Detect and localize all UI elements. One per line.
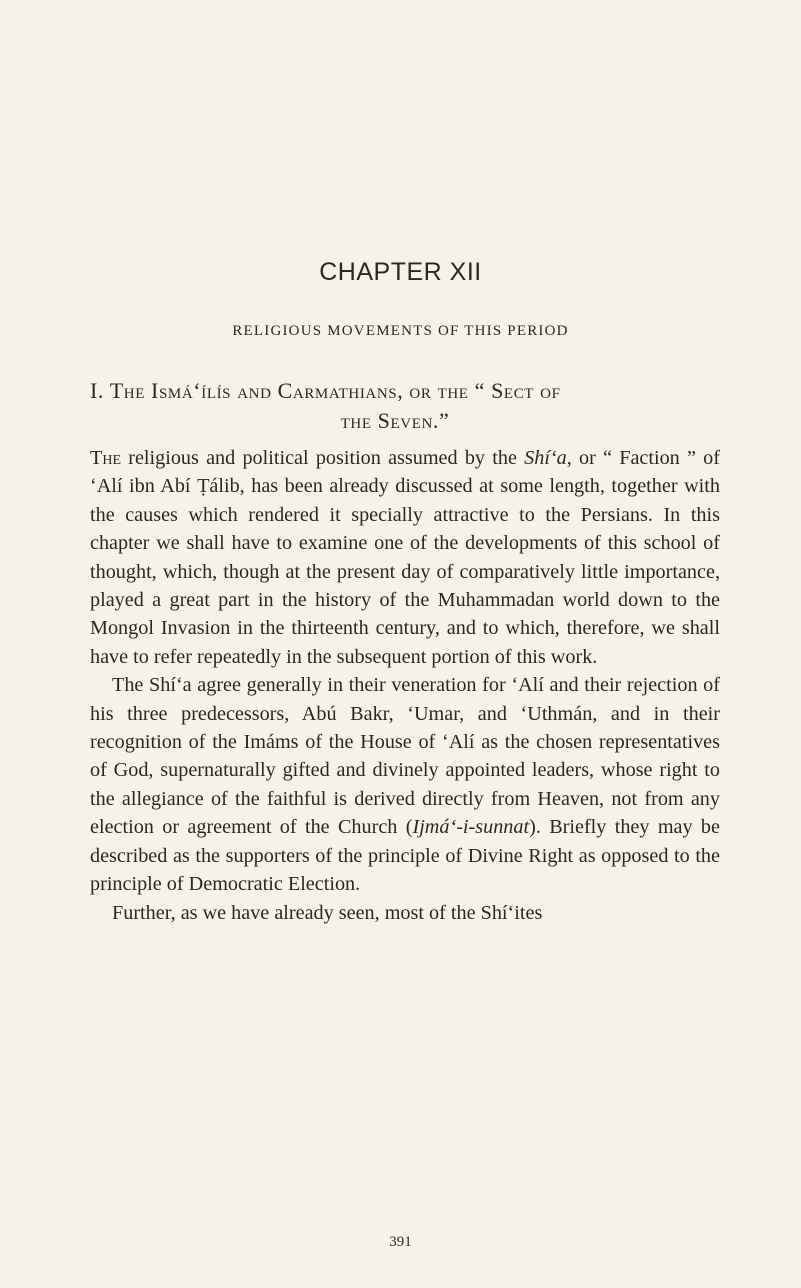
body-text <box>90 444 720 927</box>
section-heading-line-2: the Seven.” <box>340 408 450 433</box>
paragraph-2-text-a: The Shí‘a agree generally in their veneration for ‘Alí and their rejection of his three predecessors, Abú Bakr, ‘Umar, and ‘Uthmán, and in their recognition of the Imáms of the House of ‘Alí as the chosen representatives of God, supernaturally gifted and divinely appointed leaders, whose right to the allegiance of the faithful is derived directly from Heaven, not from any election or agreement of the Church ( <box>90 674 720 839</box>
paragraph-2-text-b: ). Briefly they may be described as the supporters of the principle of Divine Right as opposed to the principle of Democratic Election. <box>90 816 720 896</box>
paragraph-1-term-shia: Shí‘a <box>524 447 567 469</box>
section-heading-line-1: I. The Ismá‘ílís and Carmathians, or the “ Sect of <box>90 378 561 403</box>
section-heading <box>90 376 720 436</box>
paragraph-1-text-b: , or “ Faction ” of ‘Alí ibn Abí Ṭálib, has been already discussed at some length, together with the causes which rendered it specially attractive to the Persians. In this chapter we shall have to examine one of the developments of this school of thought, which, though at the present day of comparatively little importance, played a great part in the history of the Muhammadan world down to the Mongol Invasion in the thirteenth century, and to which, therefore, we shall have to refer repeatedly in the subsequent portion of this work. <box>90 447 720 668</box>
paragraph-1-text-a: religious and political position assumed by the <box>121 447 525 469</box>
chapter-title: CHAPTER XII <box>319 258 482 286</box>
chapter-subtitle: RELIGIOUS MOVEMENTS OF THIS PERIOD <box>232 323 569 339</box>
page-number: 391 <box>389 1234 412 1250</box>
paragraph-1 <box>90 444 720 671</box>
paragraph-2 <box>90 671 720 898</box>
paragraph-1-opening: The <box>90 447 121 469</box>
paragraph-3: Further, as we have already seen, most of the Shí‘ites <box>112 901 543 924</box>
paragraph-2-term-ijma: Ijmá‘-i-sunnat <box>412 816 530 839</box>
